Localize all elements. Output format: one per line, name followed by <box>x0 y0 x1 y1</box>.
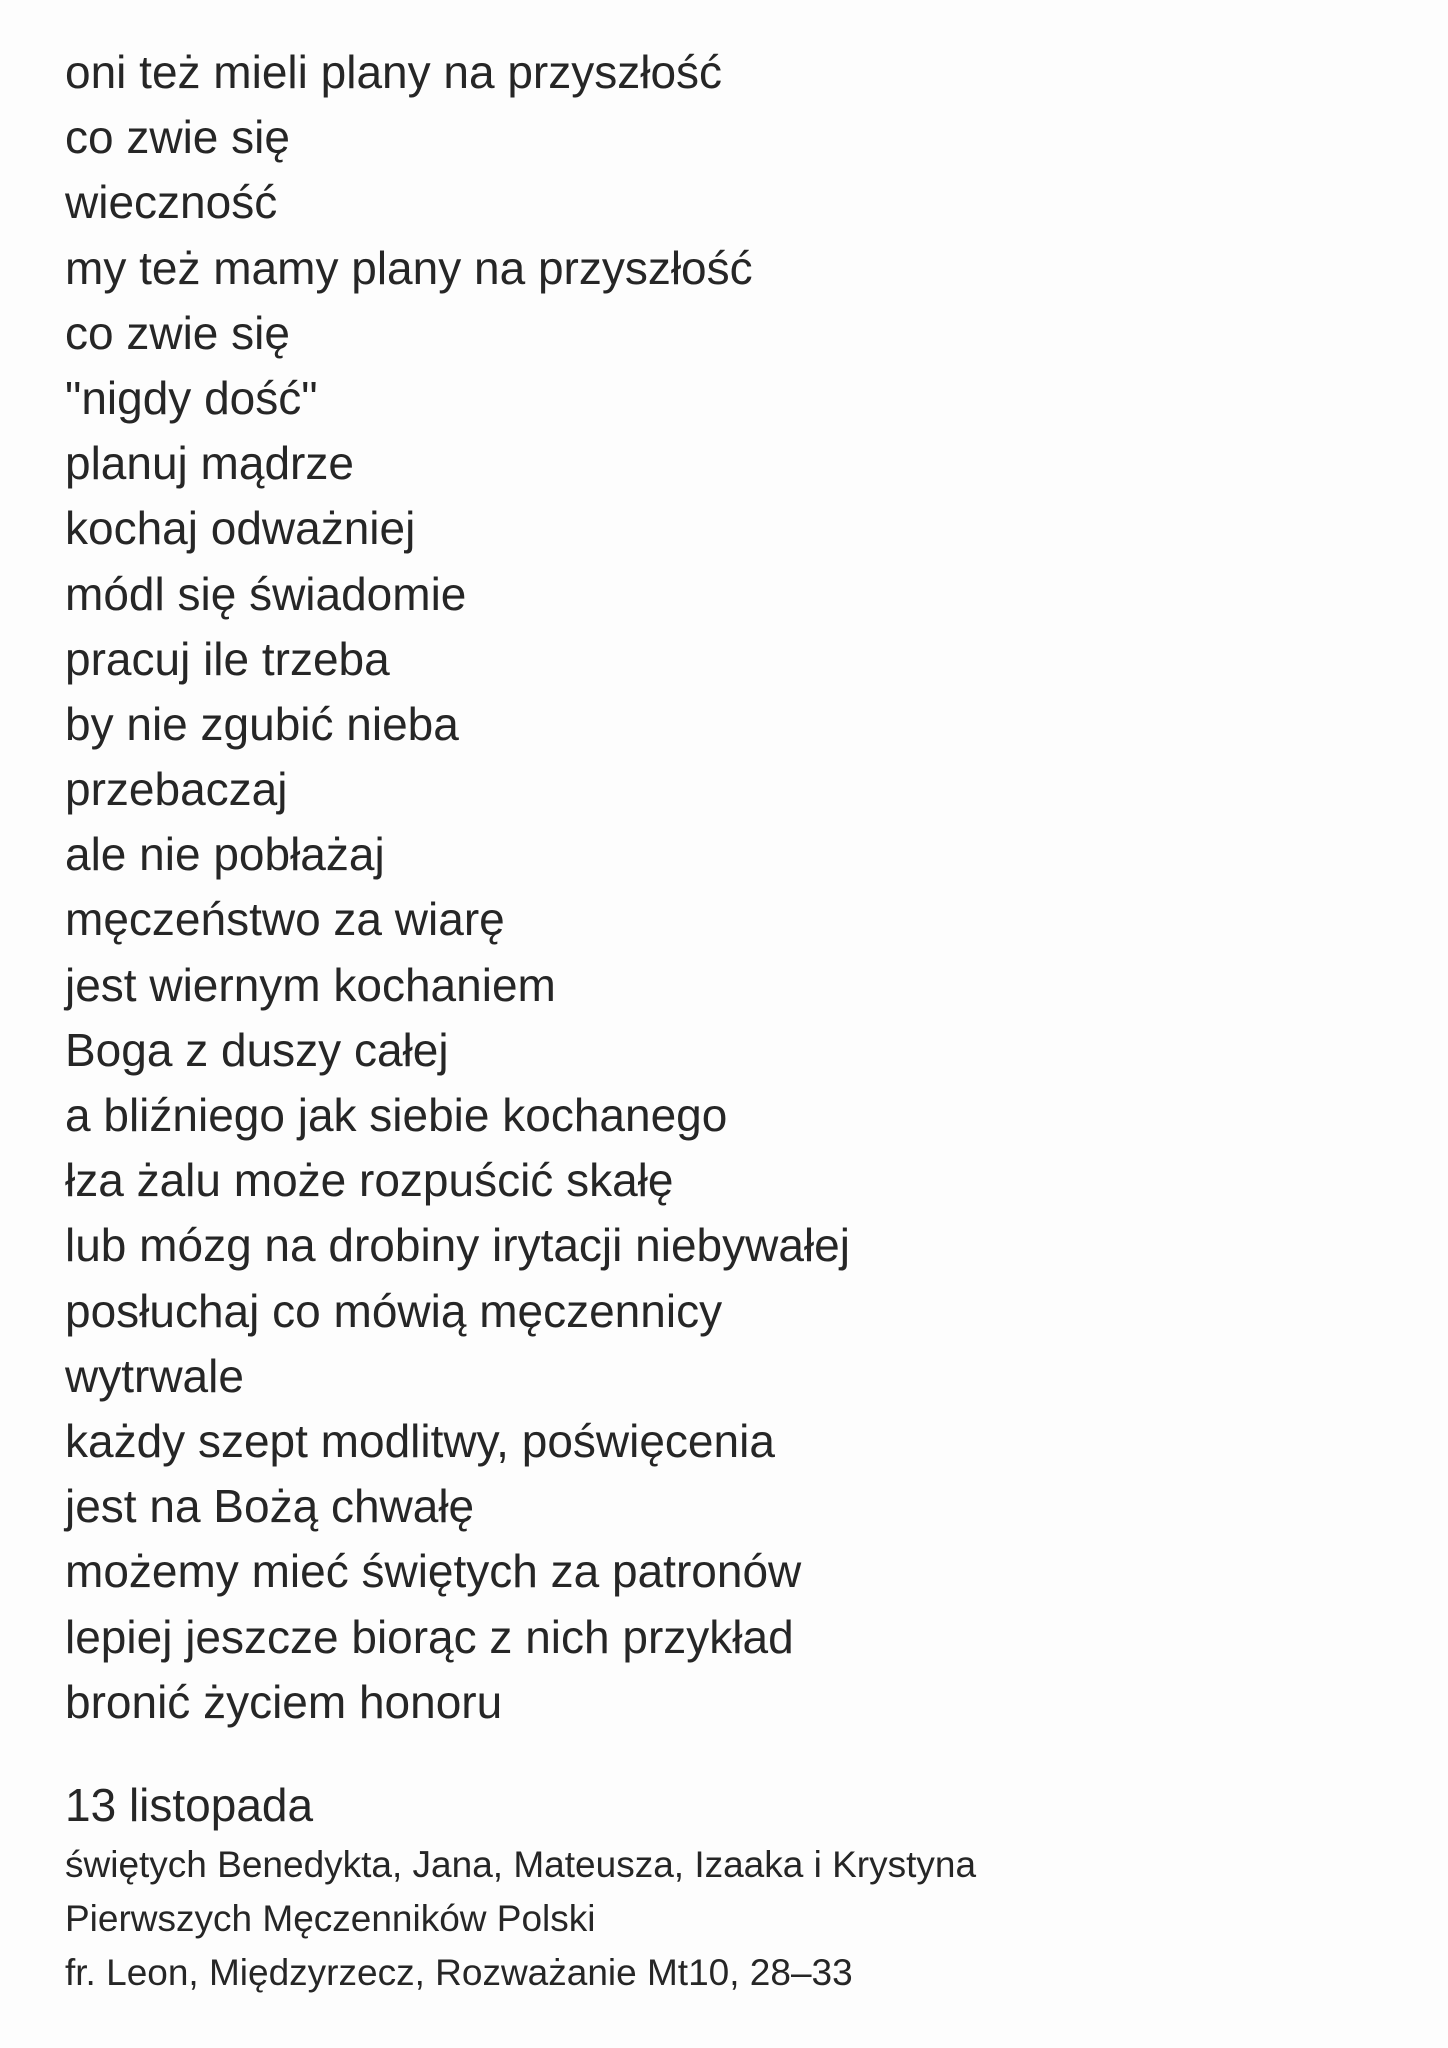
poem-line: posłuchaj co mówią męczennicy <box>65 1284 723 1337</box>
poem-line: Boga z duszy całej <box>65 1023 449 1076</box>
poem-line: by nie zgubić nieba <box>65 697 459 750</box>
poem-line: łza żalu może rozpuścić skałę <box>65 1154 674 1207</box>
poem-line: każdy szept modlitwy, poświęcenia <box>65 1414 775 1467</box>
poem-line: "nigdy dość" <box>65 371 318 424</box>
poem-line: oni też mieli plany na przyszłość <box>65 46 723 98</box>
poem-line: wieczność <box>65 176 278 229</box>
poem-line: ale nie pobłażaj <box>65 828 385 881</box>
poem-line: planuj mądrze <box>65 437 354 490</box>
poem-line: módl się świadomie <box>65 567 467 620</box>
poem-line: męczeństwo za wiarę <box>65 893 505 946</box>
poem-line: wytrwale <box>65 1349 244 1402</box>
poem-line: lub mózg na drobiny irytacji niebywałej <box>65 1219 850 1272</box>
poem-line: przebaczaj <box>65 763 288 816</box>
saints-line: świętych Benedykta, Jana, Mateusza, Izaaka i Krystyna <box>65 1844 977 1885</box>
poem-line: my też mamy plany na przyszłość <box>65 241 753 294</box>
poem-footer <box>65 1772 976 2000</box>
poem-line: jest wiernym kochaniem <box>65 958 556 1011</box>
poem-line: a bliźniego jak siebie kochanego <box>65 1089 728 1141</box>
feast-title: Pierwszych Męczenników Polski <box>65 1898 596 1939</box>
poem <box>65 40 850 1735</box>
poem-line: bronić życiem honoru <box>65 1675 503 1728</box>
date-heading: 13 listopada <box>65 1779 314 1831</box>
poem-line: jest na Bożą chwałę <box>65 1480 475 1533</box>
poem-line: lepiej jeszcze biorąc z nich przykład <box>65 1610 794 1663</box>
poem-line: pracuj ile trzeba <box>65 632 390 685</box>
poem-line: co zwie się <box>65 306 290 359</box>
poem-line: kochaj odważniej <box>65 502 416 555</box>
poem-line: możemy mieć świętych za patronów <box>65 1545 802 1598</box>
poem-line: co zwie się <box>65 111 290 164</box>
author-line: fr. Leon, Międzyrzecz, Rozważanie Mt10, 28–33 <box>65 1952 853 1993</box>
